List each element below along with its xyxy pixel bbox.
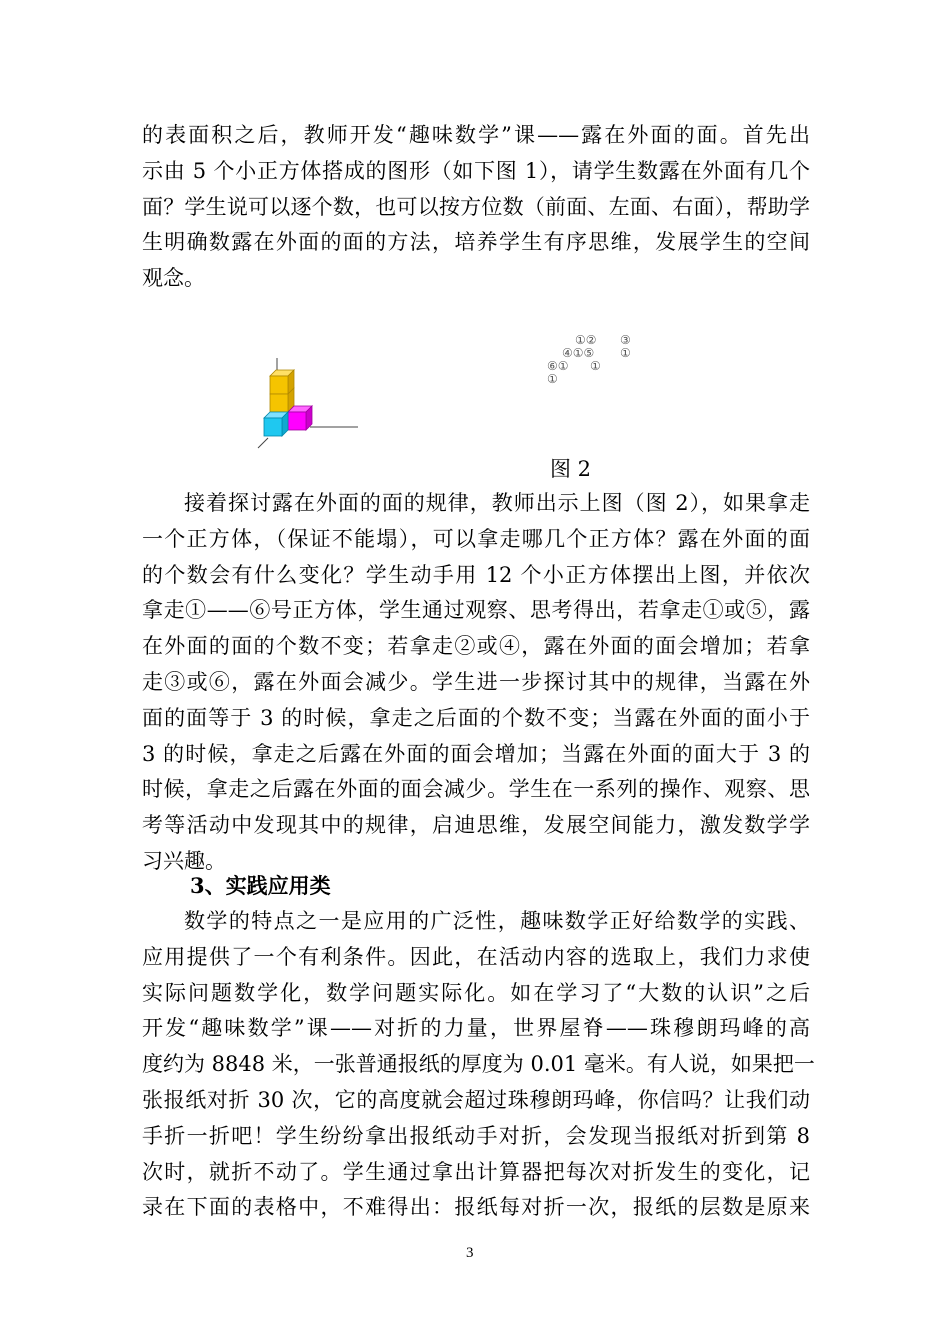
figure-2-label: ① [620,346,631,360]
text-line: 示由 5 个小正方体搭成的图形（如下图 1），请学生数露在外面有几个 [142,158,810,183]
text-line: 习兴趣。 [142,848,226,873]
cube-cyan [264,412,288,436]
text-line: 录在下面的表格中，不难得出：报纸每对折一次，报纸的层数是原来 [142,1195,810,1220]
text-line: 接着探讨露在外面的面的规律，教师出示上图（图 2），如果拿走 [184,491,810,515]
paragraph-1 [142,118,810,297]
text-line: 考等活动中发现其中的规律，启迪思维，发展空间能力，激发数学学 [142,813,810,838]
text-line: 观念。 [142,266,205,291]
figure-2-caption: 图 2 [550,457,592,481]
paragraph-2 [142,486,810,880]
text-line: 次时，就折不动了。学生通过拿出计算器把每次对折发生的变化，记 [142,1159,810,1184]
figure-2-label: ④①⑤ [562,346,595,360]
text-line: 的表面积之后，教师开发“趣味数学”课——露在外面的面。首先出 [142,123,810,147]
page-number: 3 [466,1245,474,1261]
text-line: 手折一折吧！学生纷纷拿出报纸动手对折，会发现当报纸对折到第 8 [142,1123,810,1148]
cube-yellow-top [270,370,294,394]
figure-2-label: ①② [575,333,597,347]
text-line: 开发“趣味数学”课——对折的力量，世界屋脊——珠穆朗玛峰的高 [142,1016,810,1041]
figure-2-label: ③ [620,333,631,347]
text-line: 在外面的面的个数不变；若拿走②或④，露在外面的面会增加；若拿 [142,634,810,659]
text-line: 面？学生说可以逐个数，也可以按方位数（前面、左面、右面），帮助学 [142,194,810,219]
text-line: 走③或⑥，露在外面会减少。学生进一步探讨其中的规律，当露在外 [142,669,810,694]
text-line: 面的面等于 3 的时候，拿走之后面的个数不变；当露在外面的面小于 [142,705,810,730]
figure-2-label: ① [547,372,558,386]
text-line: 度约为 8848 米，一张普通报纸的厚度为 0.01 毫米。有人说，如果把一 [142,1052,815,1077]
text-line: 3 的时候，拿走之后露在外面的面会增加；当露在外面的面大于 3 的 [142,741,810,766]
figure-2-label: ① [590,359,601,373]
cube-magenta [288,406,312,430]
text-line: 时候，拿走之后露在外面的面会减少。学生在一系列的操作、观察、思 [142,777,810,802]
text-line: 一个正方体，（保证不能塌），可以拿走哪几个正方体？露在外面的面 [142,526,810,551]
figure-2-label: ⑥① [547,359,569,373]
text-line: 张报纸对折 30 次，它的高度就会超过珠穆朗玛峰，你信吗？让我们动 [142,1087,810,1112]
text-line: 应用提供了一个有利条件。因此，在活动内容的选取上，我们力求使 [142,944,810,969]
text-line: 拿走①——⑥号正方体，学生通过观察、思考得出，若拿走①或⑤，露 [142,598,810,623]
text-line: 生明确数露在外面的面的方法，培养学生有序思维，发展学生的空间 [142,230,810,255]
axis-diagonal [258,438,268,448]
section-heading: 3、实践应用类 [190,873,331,898]
text-line: 的个数会有什么变化？学生动手用 12 个小正方体摆出上图，并依次 [142,562,810,587]
text-line: 实际问题数学化，数学问题实际化。如在学习了“大数的认识”之后 [142,980,810,1005]
paragraph-3 [142,904,815,1226]
figure-1-cubes [250,350,390,460]
text-line: 数学的特点之一是应用的广泛性，趣味数学正好给数学的实践、 [184,909,810,933]
